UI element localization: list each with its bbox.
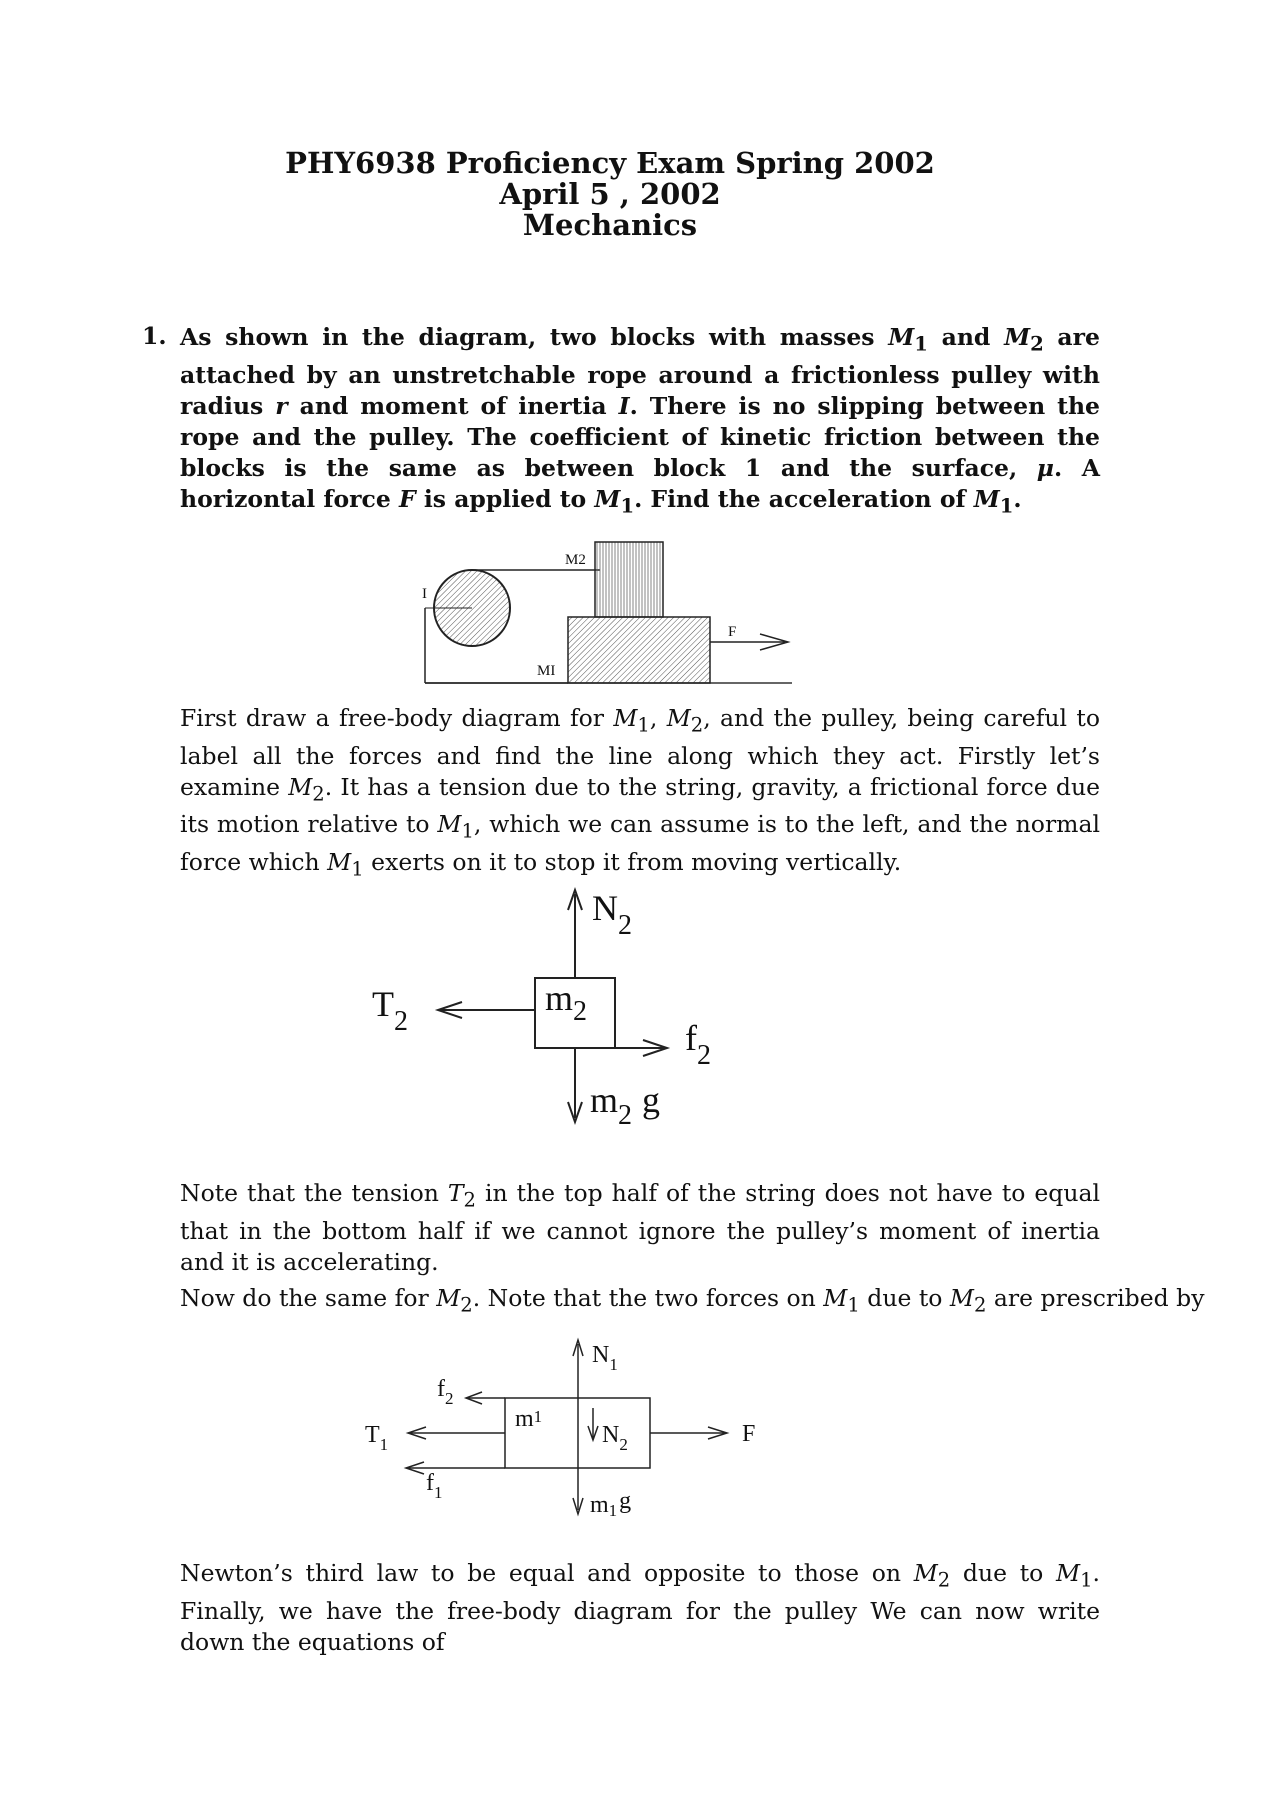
label-m2: M2 — [565, 552, 586, 568]
block-m2 — [595, 542, 663, 617]
title-line-3: Mechanics — [522, 208, 698, 242]
fbd2-t-label: $T_2$ — [372, 984, 408, 1037]
fbd1-f1-label: $f_1$ — [426, 1470, 443, 1502]
label-m1: MI — [537, 663, 556, 679]
fbd1-n2-label: $N_2$ — [602, 1422, 628, 1454]
paragraph-fbd-m1: Now do the same for $M_2$. Note that the two forces on $M_1$ due to $M_2$ are prescribed by — [180, 1284, 1205, 1317]
fbd2-n-label: $N_2$ — [592, 888, 632, 941]
label-I: I — [422, 586, 427, 602]
title-line-1: PHY6938 Proficiency Exam Spring 2002 — [285, 146, 935, 180]
fbd1-mg-label: m1g — [590, 1488, 632, 1520]
fbd-m2-diagram — [360, 880, 740, 1130]
fbd2-f-label: $f_2$ — [685, 1018, 711, 1071]
block-m1 — [568, 617, 710, 683]
label-f: F — [728, 624, 737, 640]
fbd2-m-label: $m_2$ — [545, 978, 588, 1027]
page-title — [0, 148, 1220, 241]
fbd1-f2-label: $f_2$ — [437, 1376, 454, 1408]
paragraph-fbd-m2: First draw a free-body diagram for $M_1$, $M_2$, and the pulley, being careful to label all the forces and find the line along which they act. Firstly let’s examine $M_2$. It has a tension due to the string, gravity, a frictional force due its motion relative to $M_1$, which we can assume is to the left, and the normal force which $M_1$ exerts on it to stop it from moving vertically. — [180, 704, 1100, 881]
problem-statement: As shown in the diagram, two blocks with masses $M_1$ and $M_2$ are attached by an unstretchable rope around a frictionless pulley with radius r and moment of inertia I. There is no slipping between the rope and the pulley. The coefficient of kinetic friction between the blocks is the same as between block 1 and the surface, μ. A horizontal force F is applied to $M_1$. Find the acceleration of $M_1$. — [180, 323, 1101, 518]
fbd1-n1-label: $N_1$ — [592, 1342, 618, 1374]
fbd2-mg-label: $m_2$ g — [590, 1080, 661, 1130]
title-line-2: April 5 , 2002 — [499, 177, 721, 211]
fbd-m1-diagram — [350, 1330, 770, 1530]
setup-diagram — [410, 530, 810, 690]
paragraph-third-law: Newton’s third law to be equal and opposite to those on $M_2$ due to $M_1$. Finally, we have the free-body diagram for the pulley We can now write down the equations of — [180, 1559, 1101, 1656]
fbd1-t1-label: $T_1$ — [365, 1422, 389, 1454]
fbd1-f-label: F — [742, 1421, 756, 1447]
problem-number: 1. — [142, 322, 167, 350]
paragraph-tension-note: Note that the tension $T_2$ in the top half of the string does not have to equal that in the bottom half if we cannot ignore the pulley’s moment of inertia and it is accelerating. — [180, 1179, 1100, 1276]
fbd1-m1-label: m1 — [515, 1406, 543, 1432]
